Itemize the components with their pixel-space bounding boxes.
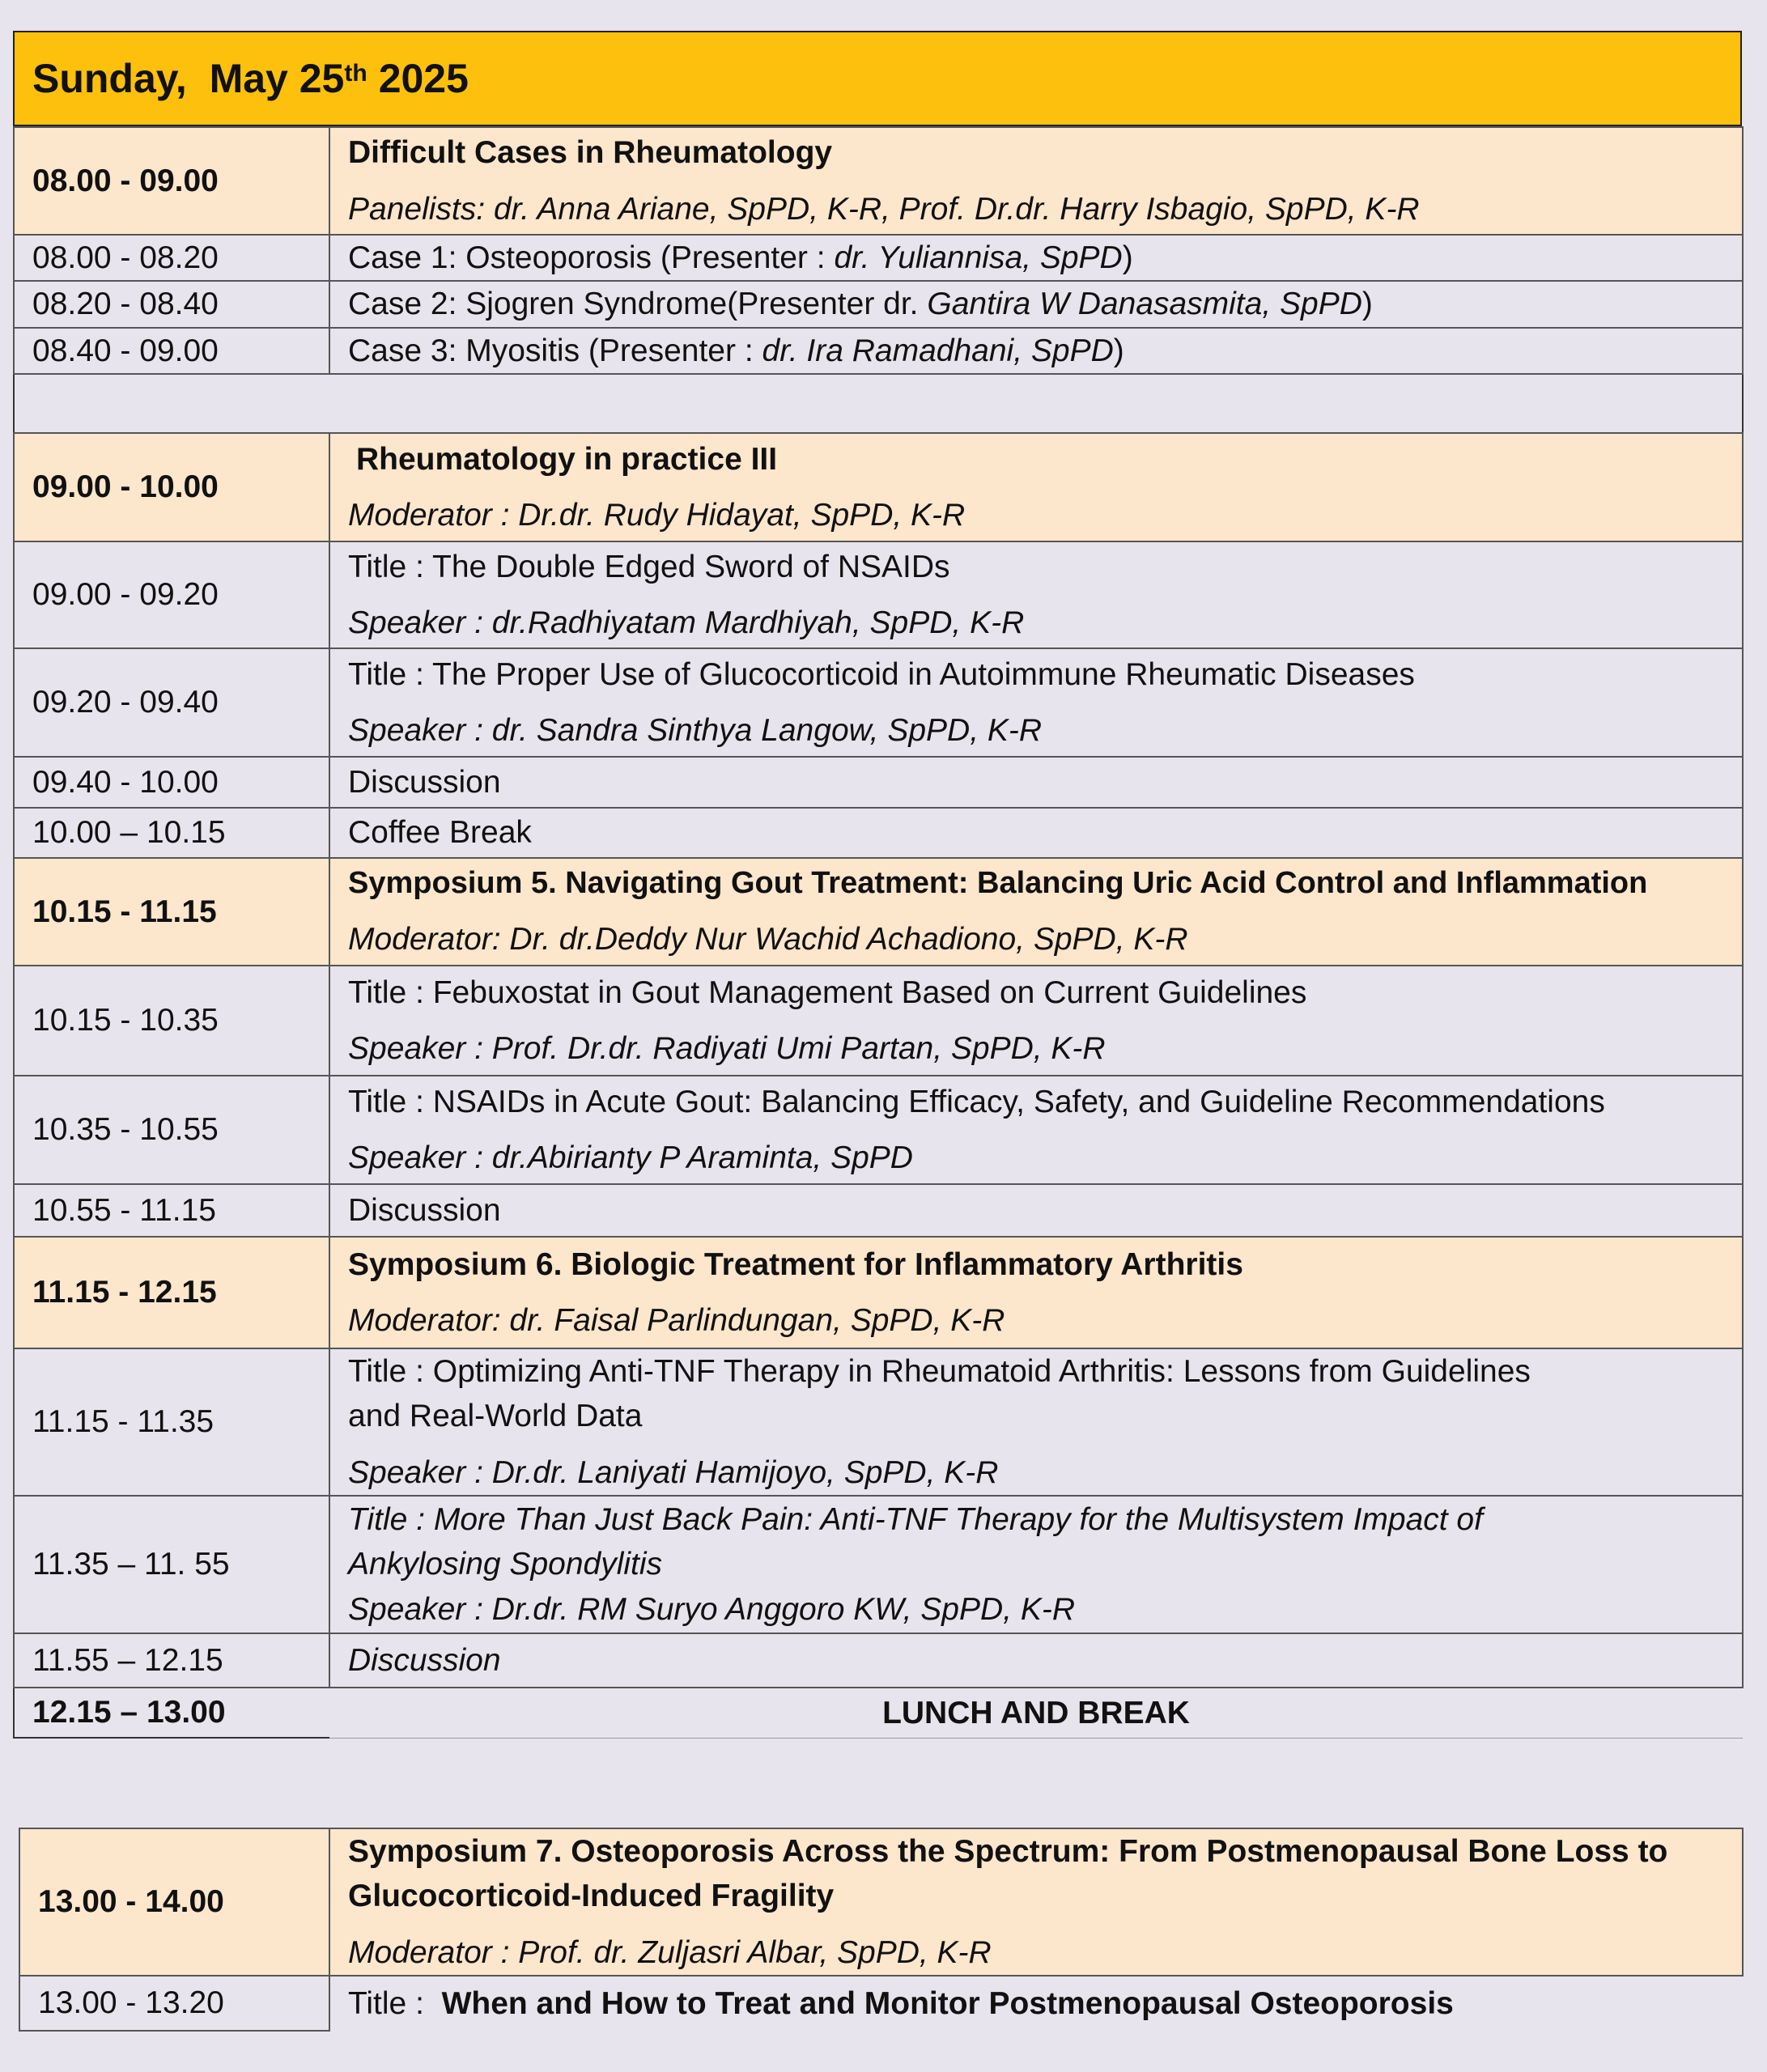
case-row — [14, 235, 1743, 281]
talk-row — [14, 648, 1743, 757]
case-content: Case 3: Myositis (Presenter : dr. Ira Ramadhani, SpPD) — [329, 328, 1743, 374]
session-title: Rheumatology in practice III — [356, 441, 778, 477]
discussion-row — [14, 757, 1743, 808]
lunch-text: LUNCH AND BREAK — [329, 1688, 1743, 1738]
talk-content — [329, 541, 1743, 648]
schedule-block-2 — [13, 432, 1744, 1739]
session-title-cont: Glucocorticoid-Induced Fragility — [348, 1879, 835, 1914]
talk-content — [329, 1496, 1743, 1633]
session-time: 11.15 - 12.15 — [14, 1237, 329, 1348]
talk-title: Title : The Proper Use of Glucocorticoid in Autoimmune Rheumatic Diseases — [348, 656, 1415, 692]
lunch-time: 12.15 – 13.00 — [14, 1688, 329, 1738]
case-content: Case 2: Sjogren Syndrome(Presenter dr. Gantira W Danasasmita, SpPD) — [329, 281, 1743, 327]
schedule-block-3 — [19, 1828, 1744, 2032]
session-title: Difficult Cases in Rheumatology — [348, 135, 833, 171]
talk-time: 11.15 - 11.35 — [14, 1348, 329, 1496]
session-time: 08.00 - 09.00 — [14, 127, 329, 235]
case-content: Case 1: Osteoporosis (Presenter : dr. Yuliannisa, SpPD) — [329, 235, 1743, 281]
talk-row — [14, 1076, 1743, 1184]
session-moderator: Moderator : Dr.dr. Rudy Hidayat, SpPD, K-R — [348, 498, 966, 533]
talk-speaker: Speaker : dr.Abirianty P Araminta, SpPD — [348, 1140, 913, 1175]
talk-row — [14, 1496, 1743, 1633]
talk-speaker: Speaker : Prof. Dr.dr. Radiyati Umi Partan, SpPD, K-R — [348, 1031, 1106, 1066]
session-title: Symposium 5. Navigating Gout Treatment: Balancing Uric Acid Control and Inflammation — [348, 865, 1648, 900]
talk-time: 09.00 - 09.20 — [14, 541, 329, 648]
session-title: Symposium 6. Biologic Treatment for Inflammatory Arthritis — [348, 1246, 1243, 1282]
session-content — [329, 858, 1743, 966]
talk-label: Title : — [348, 1985, 442, 2021]
schedule-block-1 — [13, 126, 1744, 435]
talk-content — [329, 1076, 1743, 1184]
talk-title: Title : Febuxostat in Gout Management Based on Current Guidelines — [348, 974, 1307, 1010]
talk-row — [14, 541, 1743, 648]
talk-row — [14, 1348, 1743, 1496]
day-month: May 25 — [209, 56, 345, 101]
case-time: 08.20 - 08.40 — [14, 281, 329, 327]
talk-time: 10.15 - 10.35 — [14, 966, 329, 1076]
case-time: 08.40 - 09.00 — [14, 328, 329, 374]
discussion-time: 09.40 - 10.00 — [14, 757, 329, 808]
talk-speaker: Speaker : Dr.dr. RM Suryo Anggoro KW, SpPD, K-R — [348, 1591, 1076, 1627]
spacer-row — [14, 374, 1743, 434]
session-title: Symposium 7. Osteoporosis Across the Spectrum: From Postmenopausal Bone Loss to — [348, 1834, 1668, 1869]
talk-time: 13.00 - 13.20 — [19, 1976, 329, 2031]
discussion-time: 11.55 – 12.15 — [14, 1633, 329, 1688]
talk-time: 11.35 – 11. 55 — [14, 1496, 329, 1633]
discussion-time: 10.55 - 11.15 — [14, 1184, 329, 1237]
talk-content — [329, 1976, 1743, 2031]
session-row — [14, 1237, 1743, 1348]
lunch-row — [14, 1688, 1743, 1738]
talk-title-cont: and Real-World Data — [348, 1399, 643, 1434]
session-time: 13.00 - 14.00 — [19, 1828, 329, 1976]
day-suffix: th — [344, 60, 367, 87]
break-text: Coffee Break — [329, 808, 1743, 858]
session-time: 09.00 - 10.00 — [14, 433, 329, 541]
discussion-text: Discussion — [329, 1633, 1743, 1688]
talk-content — [329, 966, 1743, 1076]
talk-content — [329, 648, 1743, 757]
session-moderator: Moderator: Dr. dr.Deddy Nur Wachid Achadiono, SpPD, K-R — [348, 921, 1188, 957]
break-row — [14, 808, 1743, 858]
talk-row — [19, 1976, 1743, 2031]
discussion-row — [14, 1184, 1743, 1237]
day-weekday: Sunday, — [32, 56, 187, 101]
talk-time: 09.20 - 09.40 — [14, 648, 329, 757]
case-row — [14, 328, 1743, 374]
discussion-text: Discussion — [329, 757, 1743, 808]
talk-row — [14, 966, 1743, 1076]
session-row — [14, 127, 1743, 235]
session-moderator: Moderator: dr. Faisal Parlindungan, SpPD, K-R — [348, 1303, 1005, 1338]
spacer-cell — [14, 374, 1743, 434]
session-content — [329, 433, 1743, 541]
talk-speaker: Speaker : Dr.dr. Laniyati Hamijoyo, SpPD, K-R — [348, 1454, 999, 1490]
day-year: 2025 — [378, 56, 469, 101]
discussion-text: Discussion — [329, 1184, 1743, 1237]
session-panelists: Panelists: dr. Anna Ariane, SpPD, K-R, Prof. Dr.dr. Harry Isbagio, SpPD, K-R — [348, 191, 1420, 227]
session-moderator: Moderator : Prof. dr. Zuljasri Albar, SpPD, K-R — [348, 1934, 992, 1970]
talk-title: Title : The Double Edged Sword of NSAIDs — [348, 549, 950, 584]
session-row — [14, 858, 1743, 966]
case-row — [14, 281, 1743, 327]
discussion-row — [14, 1633, 1743, 1688]
talk-title: Title : Optimizing Anti-TNF Therapy in Rheumatoid Arthritis: Lessons from Guidelines — [348, 1354, 1531, 1389]
talk-title: Title : NSAIDs in Acute Gout: Balancing Efficacy, Safety, and Guideline Recommendations — [348, 1084, 1605, 1119]
talk-speaker: Speaker : dr.Radhiyatam Mardhiyah, SpPD, K-R — [348, 605, 1025, 640]
session-content — [329, 127, 1743, 235]
talk-title: Title : More Than Just Back Pain: Anti-TNF Therapy for the Multisystem Impact of — [348, 1502, 1483, 1538]
session-content — [329, 1828, 1743, 1976]
session-time: 10.15 - 11.15 — [14, 858, 329, 966]
session-row — [19, 1828, 1743, 1976]
break-time: 10.00 – 10.15 — [14, 808, 329, 858]
case-time: 08.00 - 08.20 — [14, 235, 329, 281]
talk-title: When and How to Treat and Monitor Postmenopausal Osteoporosis — [441, 1985, 1454, 2021]
talk-content — [329, 1348, 1743, 1496]
day-header — [13, 31, 1742, 126]
session-row — [14, 433, 1743, 541]
session-content — [329, 1237, 1743, 1348]
talk-speaker: Speaker : dr. Sandra Sinthya Langow, SpPD, K-R — [348, 713, 1043, 748]
talk-time: 10.35 - 10.55 — [14, 1076, 329, 1184]
talk-title-cont: Ankylosing Spondylitis — [348, 1547, 663, 1582]
